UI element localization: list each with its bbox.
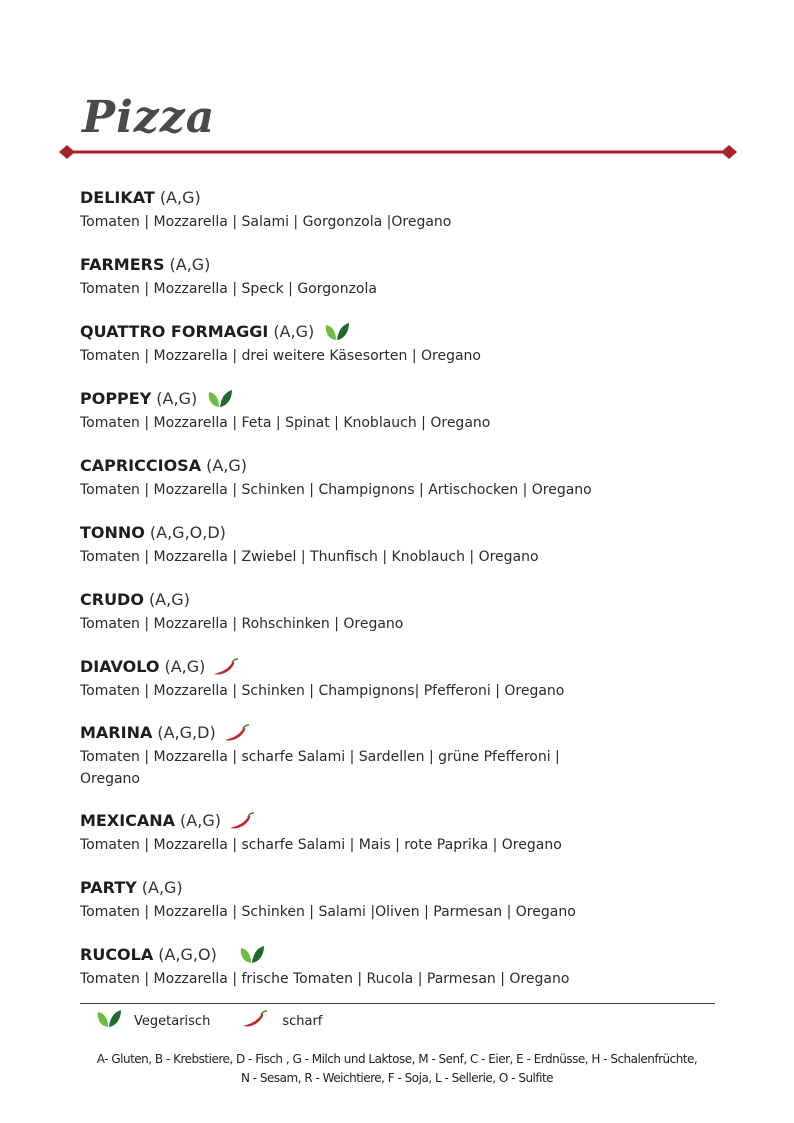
chili-icon [213, 657, 241, 677]
menu-item-allergens: (A,G) [159, 188, 201, 207]
menu-item-description: Tomaten | Mozzarella | drei weitere Käsesorten | Oregano [80, 348, 481, 364]
menu-item-allergens: (A,G) [156, 389, 198, 408]
menu-item [80, 188, 720, 233]
menu-item-allergens: (A,G) [206, 456, 247, 475]
menu-item-allergens: (A,G,O,D) [149, 523, 226, 542]
menu-item-name: POPPEY [80, 389, 152, 408]
menu-item-allergens: (A,G) [169, 255, 211, 274]
chili-icon [229, 811, 257, 831]
legend-vegetarian-label: Vegetarisch [134, 1013, 211, 1029]
menu-item-header [80, 811, 720, 831]
menu-item-header [80, 523, 720, 543]
menu-item-description: Tomaten | Mozzarella | Zwiebel | Thunfisch | Knoblauch | Oregano [80, 549, 539, 565]
menu-item-description: Tomaten | Mozzarella | Schinken | Champignons | Artischocken | Oregano [80, 482, 592, 498]
menu-item [80, 523, 720, 568]
menu-item-name: DIAVOLO [80, 657, 160, 676]
menu-item-header [80, 255, 720, 275]
menu-item-description: Tomaten | Mozzarella | Schinken | Champignons| Pfefferoni | Oregano [80, 683, 565, 699]
menu-item [80, 590, 720, 635]
menu-item [80, 811, 720, 856]
menu-item-name: QUATTRO FORMAGGI [80, 322, 269, 341]
menu-item-allergens: (A,G) [180, 811, 221, 830]
menu-item-name: PARTY [80, 878, 137, 897]
menu-item [80, 723, 720, 790]
menu-item-header [80, 590, 720, 610]
allergen-footnote [60, 1050, 734, 1088]
menu-item [80, 945, 720, 990]
legend-divider [80, 1003, 715, 1004]
menu-item-allergens: (A,G) [141, 878, 183, 897]
menu-item-description: Tomaten | Mozzarella | Speck | Gorgonzola [80, 281, 377, 297]
menu-item-description: Tomaten | Mozzarella | Salami | Gorgonzola |Oregano [80, 214, 452, 230]
menu-item-header [80, 878, 720, 898]
menu-item [80, 878, 720, 923]
leaf-icon [324, 322, 350, 342]
menu-item-allergens: (A,G,D) [157, 723, 216, 742]
menu-item-allergens: (A,G) [148, 590, 190, 609]
leaf-icon [207, 389, 233, 409]
menu-item-allergens: (A,G) [273, 322, 315, 341]
menu-item-name: RUCOLA [80, 945, 154, 964]
menu-item-name: MEXICANA [80, 811, 176, 830]
menu-item-header [80, 657, 720, 677]
menu-item-header [80, 456, 720, 476]
chili-icon [242, 1009, 270, 1033]
menu-item-description: Tomaten | Mozzarella | Rohschinken | Oregano [80, 616, 404, 632]
menu-item-allergens: (A,G) [164, 657, 206, 676]
menu-item [80, 255, 720, 300]
menu-item [80, 657, 720, 702]
menu-item-name: DELIKAT [80, 188, 155, 207]
page-title: Pizza [82, 92, 216, 143]
menu-item-description: Tomaten | Mozzarella | frische Tomaten | Rucola | Parmesan | Oregano [80, 971, 570, 987]
menu-item-description: Tomaten | Mozzarella | Schinken | Salami |Oliven | Parmesan | Oregano [80, 904, 576, 920]
menu-item-name: TONNO [80, 523, 145, 542]
menu-item-allergens: (A,G,O) [158, 945, 217, 964]
leaf-icon [96, 1009, 122, 1033]
allergen-footnote-line: A- Gluten, B - Krebstiere, D - Fisch , G - Milch und Laktose, M - Senf, C - Eier, E - Erdnüsse, H - Schalenfrüchte, [96, 1052, 698, 1066]
menu-item [80, 322, 720, 367]
legend-spicy-label: scharf [282, 1013, 323, 1029]
menu-item-header [80, 322, 720, 342]
menu-item-name: MARINA [80, 723, 153, 742]
menu-item-name: FARMERS [80, 255, 165, 274]
menu-item-header [80, 945, 720, 965]
legend [96, 1009, 322, 1033]
menu-item-description: Tomaten | Mozzarella | scharfe Salami | Sardellen | grüne Pfefferoni | Oregano [80, 749, 560, 787]
title-divider [58, 143, 738, 161]
menu-item [80, 456, 720, 501]
menu-item-header [80, 723, 720, 743]
menu-item-name: CAPRICCIOSA [80, 456, 202, 475]
menu-item-name: CRUDO [80, 590, 144, 609]
menu-item [80, 389, 720, 434]
chili-icon [224, 723, 252, 743]
menu-item-header [80, 188, 720, 208]
allergen-footnote-line: N - Sesam, R - Weichtiere, F - Soja, L - Sellerie, O - Sulfite [240, 1071, 554, 1085]
leaf-icon [239, 945, 265, 965]
menu-item-description: Tomaten | Mozzarella | scharfe Salami | Mais | rote Paprika | Oregano [80, 837, 562, 853]
menu-item-header [80, 389, 720, 409]
menu-item-description: Tomaten | Mozzarella | Feta | Spinat | Knoblauch | Oregano [80, 415, 491, 431]
